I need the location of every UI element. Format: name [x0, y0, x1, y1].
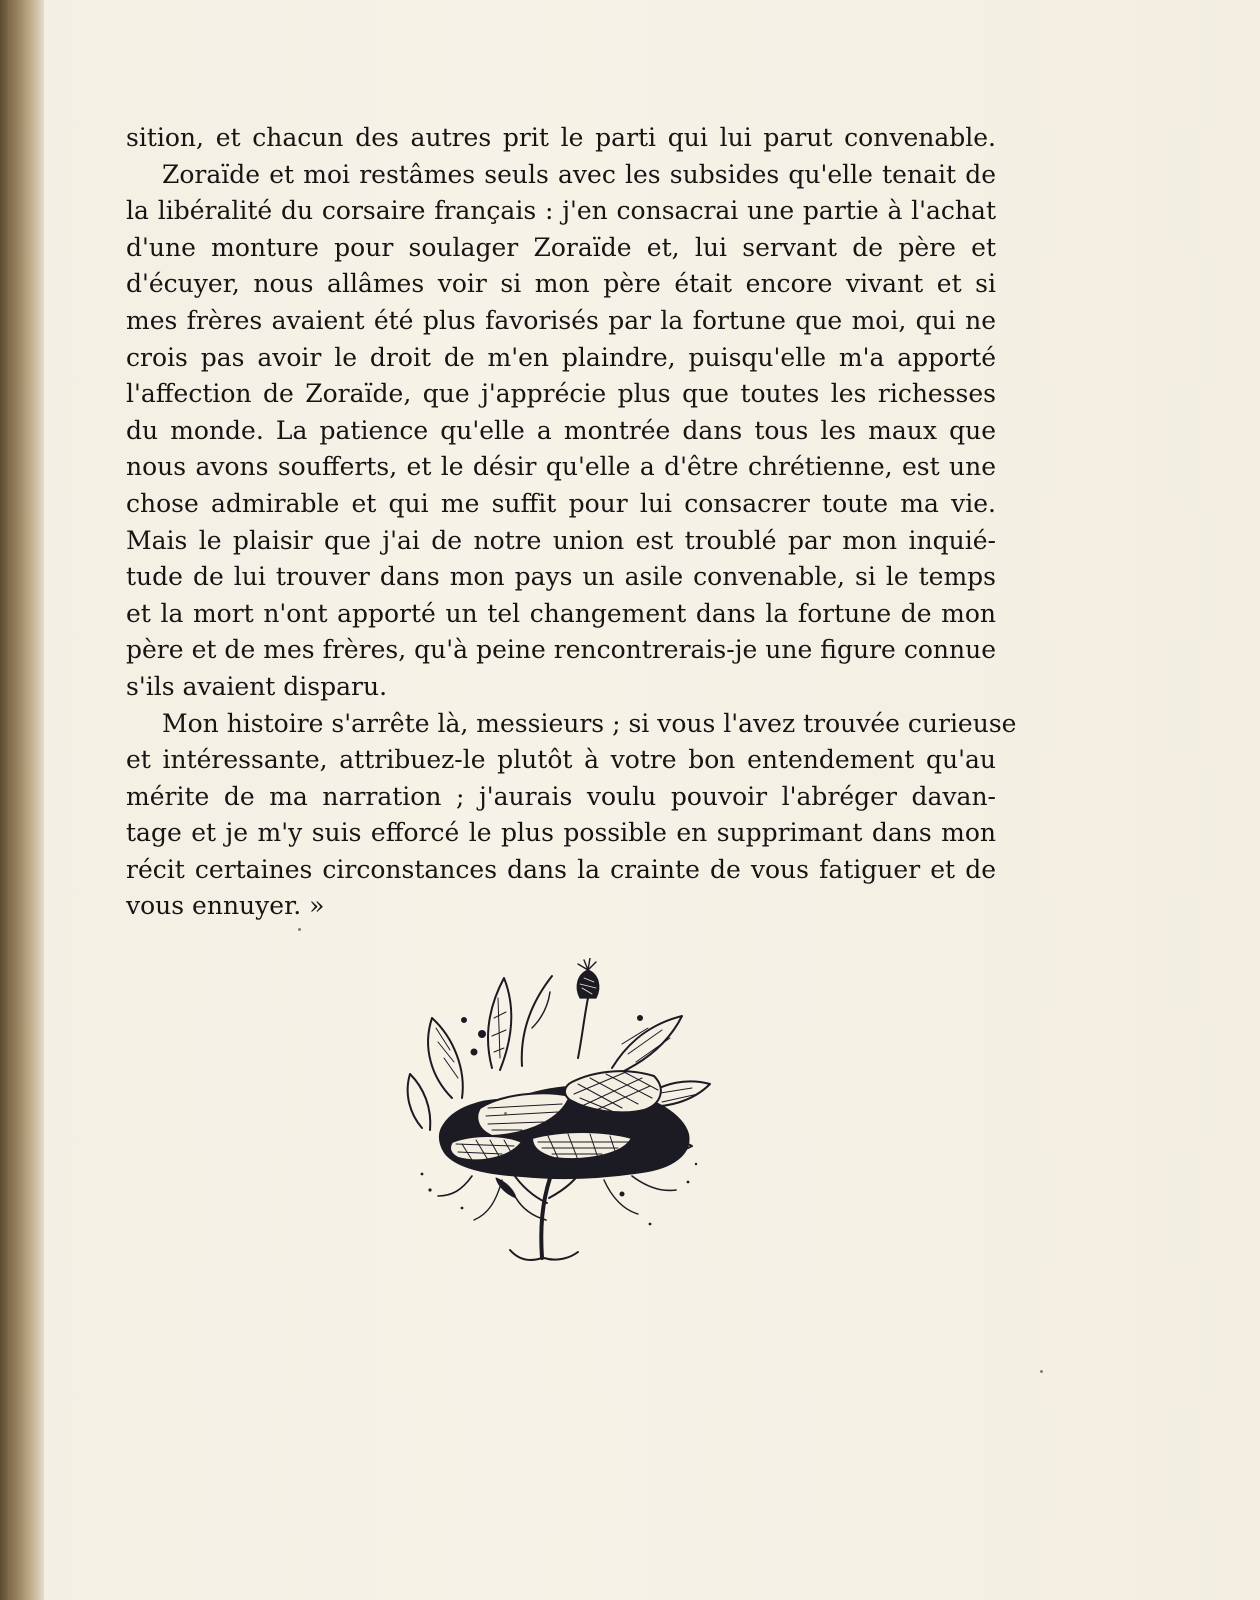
text-line: père et de mes frères, qu'à peine rencontrerais-je une figure connue	[126, 635, 996, 665]
binding-edge	[0, 0, 8, 1600]
text-line: sition, et chacun des autres prit le parti qui lui parut convenable.	[126, 123, 996, 152]
text-line: s'ils avaient disparu.	[126, 671, 388, 701]
paper-speck	[504, 1112, 507, 1115]
text-line: tude de lui trouver dans mon pays un asile convenable, si le temps	[126, 562, 996, 592]
text-line: Mais le plaisir que j'ai de notre union est troublé par mon inquié-	[126, 525, 996, 555]
text-line: l'affection de Zoraïde, que j'apprécie plus que toutes les richesses	[126, 379, 996, 409]
text-line: récit certaines circonstances dans la crainte de vous fatiguer et de	[126, 854, 996, 884]
text-line: Zoraïde et moi restâmes seuls avec les subsides qu'elle tenait de	[162, 159, 996, 189]
text-line: vous ennuyer. »	[126, 891, 325, 921]
text-line: Mon histoire s'arrête là, messieurs ; si vous l'avez trouvée curieuse	[162, 708, 1017, 738]
body-text	[126, 120, 1017, 925]
text-line: chose admirable et qui me suffit pour lui consacrer toute ma vie.	[126, 488, 996, 518]
text-line: mes frères avaient été plus favorisés par la fortune que moi, qui ne	[126, 305, 996, 335]
paper-speck	[298, 928, 301, 931]
text-line: la libéralité du corsaire français : j'en consacrai une partie à l'achat	[126, 196, 996, 226]
text-line: tage et je m'y suis efforcé le plus possible en supprimant dans mon	[126, 818, 996, 848]
text-line: du monde. La patience qu'elle a montrée dans tous les maux que	[126, 415, 996, 445]
text-line: d'écuyer, nous allâmes voir si mon père était encore vivant et si	[126, 269, 996, 299]
text-line: et intéressante, attribuez-le plutôt à votre bon entendement qu'au	[126, 745, 996, 775]
text-line: et la mort n'ont apporté un tel changement dans la fortune de mon	[126, 598, 996, 628]
paper-speck	[1040, 1370, 1043, 1373]
text-line: nous avons soufferts, et le désir qu'elle a d'être chrétienne, est une	[126, 452, 996, 482]
thistle-flowers-vignette-icon	[392, 958, 722, 1278]
text-line: mérite de ma narration ; j'aurais voulu pouvoir l'abréger davan-	[126, 781, 996, 811]
text-line: d'une monture pour soulager Zoraïde et, lui servant de père et	[126, 232, 996, 262]
text-line: crois pas avoir le droit de m'en plaindre, puisqu'elle m'a apporté	[126, 342, 996, 372]
